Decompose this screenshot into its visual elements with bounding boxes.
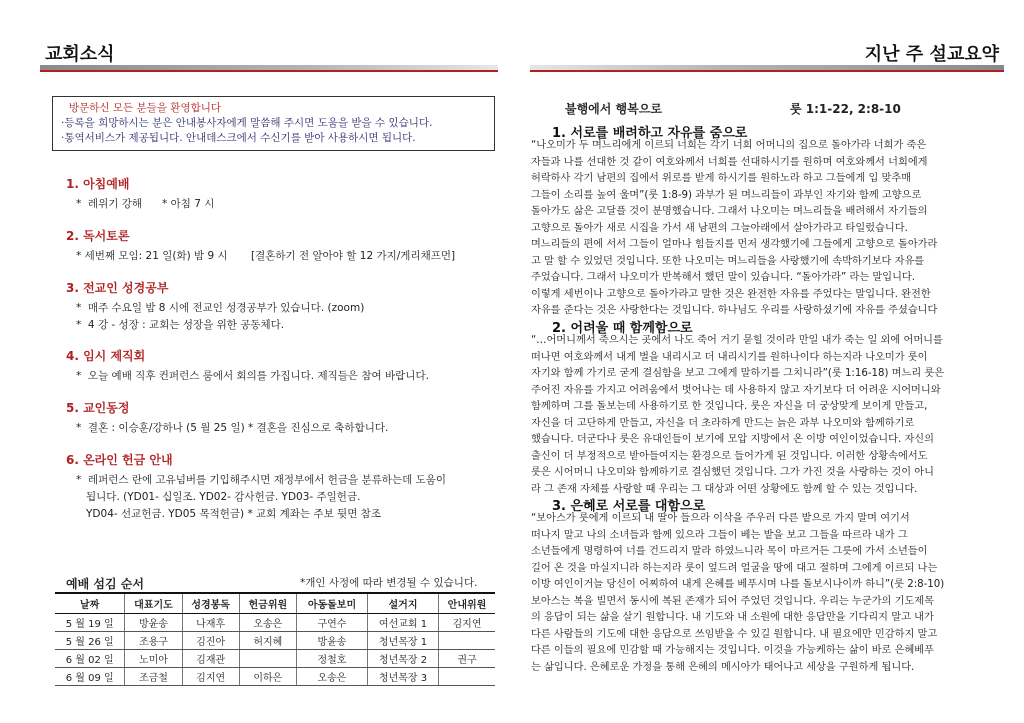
column-header: 안내위원	[438, 593, 495, 614]
announcement-6	[66, 451, 446, 523]
section-title: 3. 전교인 성경공부	[66, 281, 169, 295]
section-title: 5. 교인동정	[66, 401, 130, 415]
sermon-point-body	[531, 138, 981, 320]
section-title: 2. 독서토론	[66, 229, 130, 243]
sermon-point-title: 1. 서로를 배려하고 자유를 줌으로	[552, 126, 748, 141]
sermon-line: 고향으로 돌아가 새로 시집을 가서 새 남편의 그늘아래에서 살아가라고 타일렀습니다.	[531, 222, 908, 234]
sermon-line: 그들이 소리를 높여 울며”(룻 1:8-9) 과부가 된 며느리들이 과부인 자기와 함께 고향으로	[531, 189, 922, 201]
section-line: * 레퍼런스 란에 고유넘버를 기입해주시면 재정부에서 헌금을 분류하는데 도움이	[76, 474, 447, 486]
section-title: 6. 온라인 헌금 안내	[66, 453, 173, 467]
sermon-point-body	[531, 333, 981, 498]
page-header: 지난 주 설교요약	[864, 44, 999, 65]
table-cell: 구연수	[296, 614, 367, 632]
sermon-point-body	[531, 511, 981, 676]
announcement-1	[66, 175, 214, 213]
table-cell: 5 월 19 일	[55, 614, 125, 632]
sermon-line: 했습니다. 더군다나 룻은 유대인들이 보기에 모압 지방에서 온 이방 여인이었습니다. 자신의	[531, 434, 934, 445]
column-header: 대표기도	[125, 593, 182, 614]
section-line: * 오늘 예배 직후 컨퍼런스 룸에서 회의를 가집니다. 제직들은 참여 바랍니다.	[76, 370, 429, 382]
sermon-line: 다른 사람들의 기도에 대한 응답으로 쓰임받을 수 있길 원합니다. 내 필요에만 민감하지 말고	[531, 628, 938, 640]
welcome-line: ·통역서비스가 제공됩니다. 안내데스크에서 수신기를 받아 사용하시면 됩니다.	[61, 132, 416, 144]
table-row	[55, 614, 495, 632]
table-cell: 6 월 02 일	[55, 650, 125, 668]
sermon-line: 보아스는 복을 빌면서 동시에 복된 존재가 되어 주었던 것입니다. 우리는 누군가의 기도제목	[531, 595, 934, 607]
table-cell: 5 월 26 일	[55, 632, 125, 650]
table-cell: 청년목장 1	[368, 632, 439, 650]
sermon-line: 주었습니다. 그래서 나오미가 반복해서 했던 말이 있습니다. “돌아가라” 라는 말입니다.	[531, 272, 916, 283]
column-header: 아동돌보미	[296, 593, 367, 614]
column-header: 헌금위원	[239, 593, 296, 614]
section-title: 1. 아침예배	[66, 177, 130, 191]
table-cell: 조금철	[125, 668, 182, 686]
section-line: YD04- 선교헌금. YD05 목적헌금) * 교회 계좌는 주보 뒷면 참조	[76, 508, 381, 520]
table-cell: 6 월 09 일	[55, 668, 125, 686]
sermon-line: 돌아가도 삶은 고달플 것이 분명했습니다. 그래서 나오미는 며느리들을 배려해서 자기들의	[531, 206, 928, 217]
section-line: * 세번째 모임: 21 일(화) 밤 9 시 [결혼하기 전 알아야 할 12 가지/게리채프먼]	[76, 250, 456, 262]
sermon-line: 출신이 더 부정적으로 받아들여지는 환경으로 들어가게 된 것입니다. 이러한 상황속에서도	[531, 450, 928, 462]
sermon-line: 자기와 함께 가기로 굳게 결심함을 보고 그에게 말하기를 그치니라”(룻 1:16-18) 며느리 룻은	[531, 368, 945, 379]
table-row	[55, 668, 495, 686]
table-cell	[438, 668, 495, 686]
table-row	[55, 632, 495, 650]
table-cell: 김지연	[182, 668, 239, 686]
table-cell: 오송은	[239, 614, 296, 632]
sermon-line: 는 삶입니다. 은혜로운 가정을 통해 은혜의 메시아가 태어나고 세상을 구원하게 됩니다.	[531, 661, 915, 673]
table-row	[55, 650, 495, 668]
sermon-line: 다른 이들의 필요에 민감할 때 가능해지는 것입니다. 이것을 가능케하는 삶이 바로 은혜베푸	[531, 645, 934, 656]
sermon-line: 이렇게 세번이나 고향으로 돌아가라고 말한 것은 완전한 자유를 주었다는 말입니다. 완전한	[531, 288, 931, 300]
sermon-line: 함께하며 그를 돌보는데 사용하기로 한 것입니다. 룻은 자신을 더 궁상맞게 보이게 만들고,	[531, 401, 928, 412]
column-header: 설거지	[368, 593, 439, 614]
table-cell: 조용구	[125, 632, 182, 650]
section-line: * 매주 수요일 밤 8 시에 전교인 성경공부가 있습니다. (zoom)	[76, 302, 365, 314]
sermon-line: “보아스가 룻에게 이르되 내 딸아 들으라 이삭을 주우러 다른 밭으로 가지 말며 여기서	[531, 513, 910, 524]
table-cell: 방윤송	[125, 614, 182, 632]
table-cell: 김진아	[182, 632, 239, 650]
sermon-line: 떠나면 여호와께서 내게 벌을 내리시고 더 내리시기를 원하나이다 하는지라 나오미가 룻이	[531, 351, 928, 363]
table-header-row	[55, 593, 495, 614]
table-cell	[438, 632, 495, 650]
schedule-title: 예배 섬김 순서	[66, 577, 144, 591]
section-line: * 레위기 강해 * 아침 7 시	[76, 198, 215, 210]
table-cell: 허지혜	[239, 632, 296, 650]
table-cell: 나재후	[182, 614, 239, 632]
welcome-line: ·등록을 희망하시는 분은 안내봉사자에게 말씀해 주시면 도움을 받을 수 있습니다.	[61, 117, 433, 129]
table-cell: 노미아	[125, 650, 182, 668]
announcement-3	[66, 279, 364, 334]
sermon-point-title: 3. 은혜로 서로를 대함으로	[552, 499, 706, 514]
sermon-line: 떠나지 말고 나의 소녀들과 함께 있으라 그들이 베는 밭을 보고 그들을 따르라 내가 그	[531, 529, 908, 541]
section-title: 4. 임시 제직회	[66, 349, 146, 363]
sermon-line: “…어머니께서 죽으시는 곳에서 나도 죽어 거기 묻힐 것이라 만일 내가 죽는 일 외에 어머니를	[531, 335, 943, 346]
column-header: 성경봉독	[182, 593, 239, 614]
table-cell: 청년목장 2	[368, 650, 439, 668]
section-line: * 결혼 : 이승훈/강하나 (5 월 25 일) * 결혼을 진심으로 축하합니다.	[76, 422, 389, 434]
scripture-reference: 룻 1:1-22, 2:8-10	[790, 102, 901, 116]
header-rule	[40, 65, 498, 72]
column-header: 날짜	[55, 593, 125, 614]
sermon-line: 의 응답이 되는 삶을 살기 원합니다. 내 기도와 내 소원에 대한 응답만을 기다리지 말고 내가	[531, 612, 934, 623]
sermon-line: 자신을 더 고단하게 만들고, 자신을 더 초라하게 만드는 늙은 과부 나오미와 함께하기로	[531, 417, 915, 429]
welcome-box	[52, 96, 495, 151]
sermon-line: 이방 여인이거늘 당신이 어찌하여 내게 은혜를 베푸시며 나를 돌보시나이까 하니”(룻 2:8-10)	[531, 579, 945, 590]
table-cell: 이하은	[239, 668, 296, 686]
table-cell: 권구	[438, 650, 495, 668]
table-cell: 정철호	[296, 650, 367, 668]
sermon-line: 자들과 나를 선대한 것 같이 여호와께서 너희를 선대하시기를 원하며 여호와께서 너희에게	[531, 156, 928, 168]
sermon-line: “나오미가 두 며느리에게 이르되 너희는 각기 너희 어머니의 집으로 돌아가라 너희가 죽은	[531, 140, 927, 151]
sermon-title: 불행에서 행복으로	[565, 102, 662, 116]
table-cell: 오송은	[296, 668, 367, 686]
table-cell: 청년목장 3	[368, 668, 439, 686]
table-cell: 김재관	[182, 650, 239, 668]
section-line: 됩니다. (YD01- 십일조. YD02- 감사헌금. YD03- 주일헌금.	[76, 491, 361, 503]
sermon-line: 며느리들의 편에 서서 그들이 얼마나 힘들지를 먼저 생각했기에 그들에게 고향으로 돌아가라	[531, 239, 938, 250]
table-cell: 김지연	[438, 614, 495, 632]
announcement-5	[66, 399, 388, 437]
announcement-2	[66, 227, 455, 265]
sermon-line: 소년들에게 명령하여 너를 건드리지 말라 하였느니라 목이 마르거든 그릇에 가서 소년들이	[531, 546, 928, 557]
header-rule	[530, 65, 1004, 72]
sermon-line: 고 말 할 수 있었던 것입니다. 또한 나오미는 며느리들을 사랑했기에 속박하기보다 자유를	[531, 255, 925, 267]
schedule-note: *개인 사정에 따라 변경될 수 있습니다.	[300, 577, 478, 589]
sermon-line: 허락하사 각기 남편의 집에서 위로를 받게 하시기를 원하노라 하고 그들에게 입 맞추매	[531, 173, 912, 184]
table-cell: 방윤송	[296, 632, 367, 650]
page-header: 교회소식	[45, 44, 115, 65]
sermon-line: 자유를 준다는 것은 사랑한다는 것입니다. 하나님도 우리를 사랑하셨기에 자유를 주셨습니다	[531, 305, 938, 316]
section-line: * 4 강 - 성장 : 교회는 성장을 위한 공동체다.	[76, 319, 285, 331]
sermon-line: 주어진 자유를 가지고 어려움에서 벗어나는 데 사용하지 않고 자기보다 더 어려운 시어머니와	[531, 384, 941, 396]
announcement-4	[66, 347, 429, 385]
welcome-greeting: 방문하신 모든 분들을 환영합니다	[69, 102, 222, 114]
sermon-line: 룻은 시어머니 나오미와 함께하기로 결심했던 것입니다. 그가 가진 것을 사랑하는 것이 아니	[531, 467, 934, 478]
table-cell: 여선교회 1	[368, 614, 439, 632]
table-cell	[239, 650, 296, 668]
sermon-point-title: 2. 어려울 때 함께함으로	[552, 321, 693, 336]
service-schedule-table	[55, 592, 495, 686]
sermon-line: 라 그 존재 자체를 사랑할 때 우리는 그 대상과 어떤 상황에도 함께 할 수 있는 것입니다.	[531, 483, 918, 495]
sermon-line: 길어 온 것을 마실지니라 하는지라 룻이 엎드려 얼굴을 땅에 대고 절하며 그에게 이르되 나는	[531, 562, 938, 574]
